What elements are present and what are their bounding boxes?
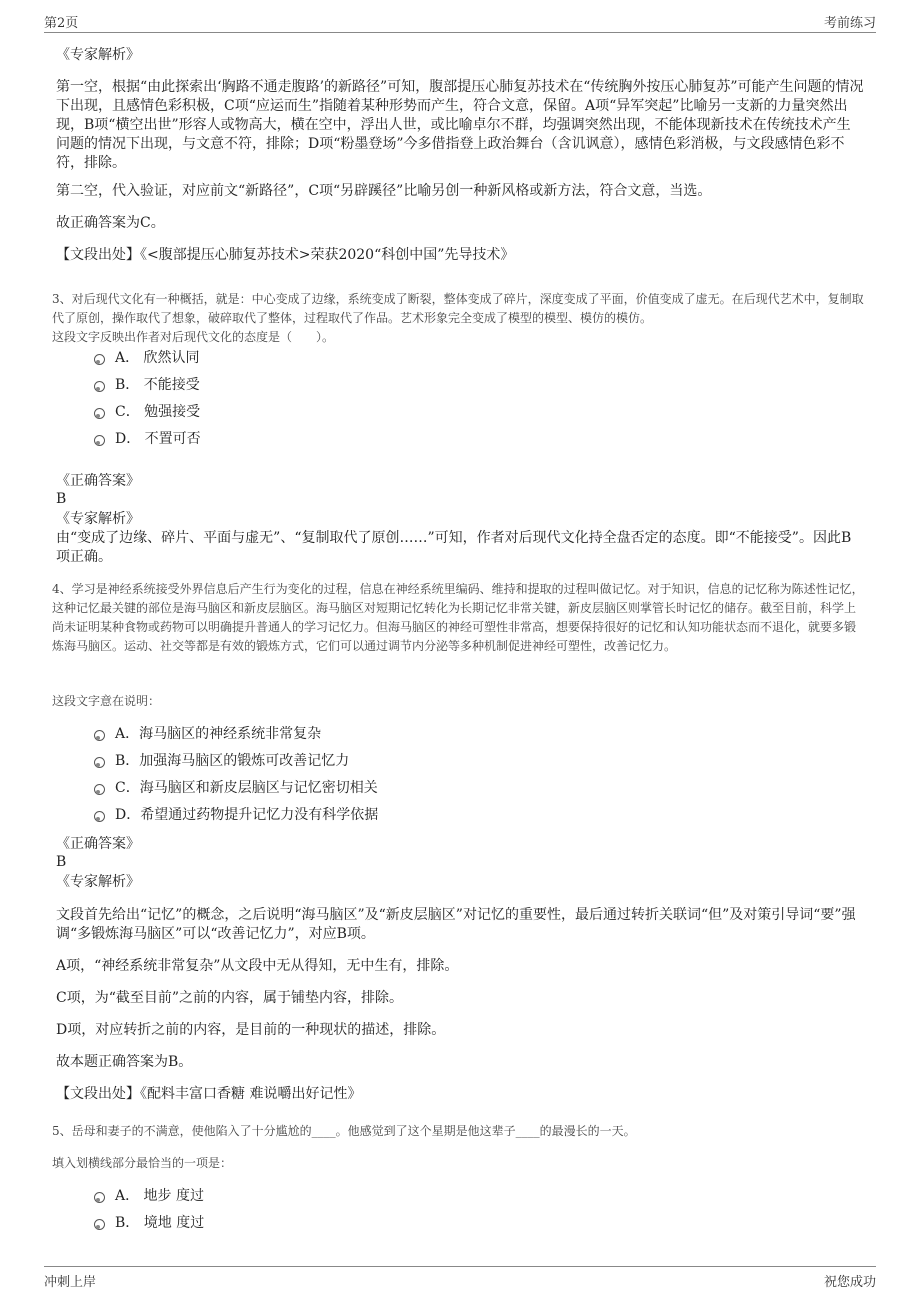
q4-answer-label: 《正确答案》	[56, 836, 140, 852]
q4-analysis-label: 《专家解析》	[56, 874, 140, 890]
radio-icon[interactable]	[94, 730, 105, 741]
q3-answer-label: 《正确答案》	[56, 473, 140, 489]
radio-icon[interactable]	[94, 381, 105, 392]
q2-analysis-label: 《专家解析》	[56, 47, 140, 63]
page-footer	[44, 1266, 876, 1291]
q4-analysis-p3: C项，为“截至目前”之前的内容，属于铺垫内容，排除。	[56, 990, 404, 1006]
q2-source: 【文段出处】《<腹部提压心肺复苏技术>荣获2020“科创中国”先导技术》	[56, 247, 515, 263]
q3-answer: B	[56, 491, 67, 507]
q3-analysis-label: 《专家解析》	[56, 511, 140, 527]
q3-option-a[interactable]: A． 欣然认同	[94, 348, 200, 368]
q4-analysis-p5: 故本题正确答案为B。	[56, 1054, 193, 1070]
page-header	[44, 12, 876, 33]
q4-analysis-p1: 文段首先给出“记忆”的概念，之后说明“海马脑区”及“新皮层脑区”对记忆的重要性，最后通过转折关联词“但”及对策引导词“要”强调“多锻炼海马脑区”可以“改善记忆力”，对应B项。	[56, 907, 856, 942]
radio-icon[interactable]	[94, 1219, 105, 1230]
q3-option-c[interactable]: C． 勉强接受	[94, 402, 200, 422]
q3-prompt: 这段文字反映出作者对后现代文化的态度是（ ）。	[52, 330, 335, 344]
radio-icon[interactable]	[94, 784, 105, 795]
q4-prompt: 这段文字意在说明：	[52, 694, 161, 708]
page-number: 第2页	[44, 16, 79, 31]
q3-option-b[interactable]: B． 不能接受	[94, 375, 200, 395]
q4-source: 【文段出处】《配料丰富口香糖 难说嚼出好记性》	[56, 1086, 362, 1102]
q4-stem: 4、学习是神经系统接受外界信息后产生行为变化的过程，信息在神经系统里编码、维持和提取的过程叫做记忆。对于知识，信息的记忆称为陈述性记忆，这种记忆最关键的部位是海马脑区和新皮层脑区。海马脑区对短期记忆转化为长期记忆非常关键，新皮层脑区则掌管长时记忆的储存。截至目前，科学上尚未证明某种食物或药物可以明确提升普通人的学习记忆力。但海马脑区的神经可塑性非常高，想要保持很好的记忆和认知功能状态而不退化，就要多锻炼海马脑区。运动、社交等都是有效的锻炼方式，它们可以通过调节内分泌等多种机制促进神经可塑性，改善记忆力。	[52, 582, 864, 653]
q5-prompt: 填入划横线部分最恰当的一项是：	[52, 1156, 233, 1170]
q3-option-d[interactable]: D． 不置可否	[94, 429, 201, 449]
q2-analysis-p1: 第一空，根据“由此探索出‘胸路不通走腹路’的新路径”可知，腹部提压心肺复苏技术在“传统胸外按压心肺复苏”可能产生问题的情况下出现，且感情色彩积极，C项“应运而生”指随着某种形势而产生，符合文意，保留。A项“异军突起”比喻另一支新的力量突然出现，B项“横空出世”形容人或物高大，横在空中，浮出人世，或比喻卓尔不群，均强调突然出现，不能体现新技术在传统技术产生问题的情况下出现，与文意不符，排除；D项“粉墨登场”今多借指登上政治舞台（含讥讽意），感情色彩消极，与文段感情色彩不符，排除。	[56, 79, 864, 171]
radio-icon[interactable]	[94, 354, 105, 365]
q4-answer: B	[56, 854, 67, 870]
q5-stem: 5、岳母和妻子的不满意，使他陷入了十分尴尬的____。他感觉到了这个星期是他这辈子____的最漫长的一天。	[52, 1124, 636, 1138]
q5-option-a[interactable]: A． 地步 度过	[94, 1186, 204, 1206]
footer-left-text: 冲刺上岸	[44, 1275, 97, 1290]
q4-analysis-p2: A项，“神经系统非常复杂”从文段中无从得知，无中生有，排除。	[56, 958, 459, 974]
header-title: 考前练习	[823, 16, 876, 31]
q4-option-c[interactable]: C．海马脑区和新皮层脑区与记忆密切相关	[94, 778, 378, 798]
q4-option-d[interactable]: D．希望通过药物提升记忆力没有科学依据	[94, 805, 378, 825]
radio-icon[interactable]	[94, 757, 105, 768]
q3-stem: 3、对后现代文化有一种概括，就是：中心变成了边缘，系统变成了断裂，整体变成了碎片，深度变成了平面，价值变成了虚无。在后现代艺术中，复制取代了原创，操作取代了想象，破碎取代了整体，过程取代了作品。艺术形象完全变成了模型的模型、模仿的模仿。	[52, 292, 864, 325]
radio-icon[interactable]	[94, 408, 105, 419]
q4-analysis-p4: D项，对应转折之前的内容，是目前的一种现状的描述，排除。	[56, 1022, 446, 1038]
radio-icon[interactable]	[94, 811, 105, 822]
radio-icon[interactable]	[94, 435, 105, 446]
q2-analysis-p3: 故正确答案为C。	[56, 215, 165, 231]
footer-right-text: 祝您成功	[823, 1275, 876, 1290]
q4-option-a[interactable]: A．海马脑区的神经系统非常复杂	[94, 724, 321, 744]
q4-option-b[interactable]: B．加强海马脑区的锻炼可改善记忆力	[94, 751, 349, 771]
radio-icon[interactable]	[94, 1192, 105, 1203]
q3-analysis: 由“变成了边缘、碎片、平面与虚无”、“复制取代了原创……”可知，作者对后现代文化持全盘否定的态度。即“不能接受”。因此B项正确。	[56, 530, 852, 565]
q2-analysis-p2: 第二空，代入验证，对应前文“新路径”，C项“另辟蹊径”比喻另创一种新风格或新方法，符合文意，当选。	[56, 183, 712, 199]
q5-option-b[interactable]: B． 境地 度过	[94, 1213, 204, 1233]
